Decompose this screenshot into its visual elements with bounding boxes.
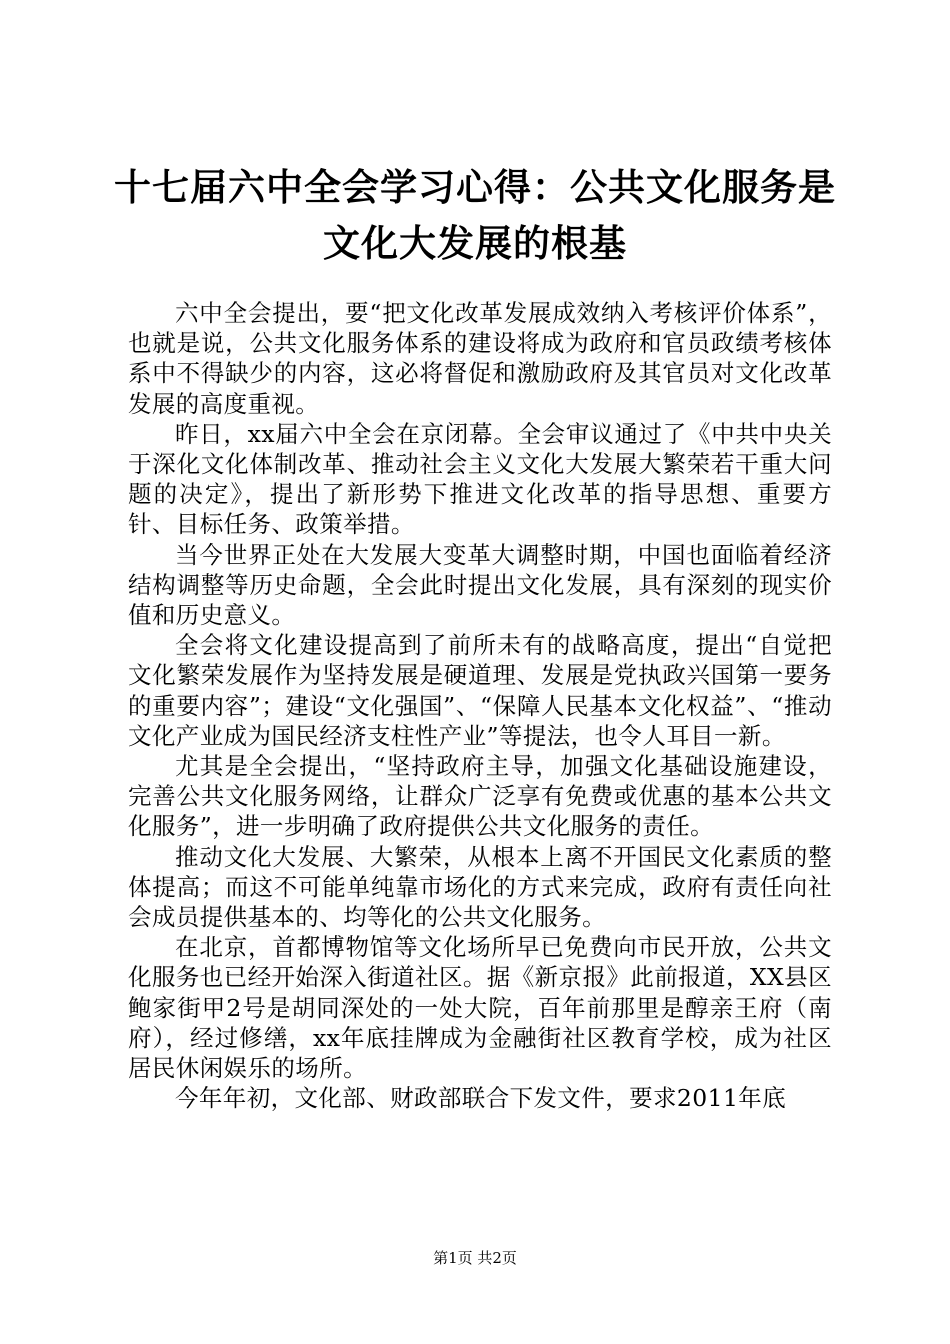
document-body bbox=[128, 298, 832, 1113]
paragraph: 推动文化大发展、大繁荣，从根本上离不开国民文化素质的整体提高；而这不可能单纯靠市场化的方式来完成，政府有责任向社会成员提供基本的、均等化的公共文化服务。 bbox=[128, 842, 832, 932]
page-number-footer: 第1页 共2页 bbox=[433, 1249, 517, 1267]
paragraph: 六中全会提出，要“把文化改革发展成效纳入考核评价体系”，也就是说，公共文化服务体系的建设将成为政府和官员政绩考核体系中不得缺少的内容，这必将督促和激励政府及其官员对文化改革发展的高度重视。 bbox=[128, 299, 832, 418]
paragraph: 在北京，首都博物馆等文化场所早已免费向市民开放，公共文化服务也已经开始深入街道社区。据《新京报》此前报道，XX县区鲍家街甲2号是胡同深处的一处大院，百年前那里是醇亲王府（南府），经过修缮，xx年底挂牌成为金融街社区教育学校，成为社区居民休闲娱乐的场所。 bbox=[128, 933, 832, 1083]
paragraph: 今年年初，文化部、财政部联合下发文件，要求2011年底 bbox=[175, 1084, 787, 1113]
paragraph: 尤其是全会提出，“坚持政府主导，加强文化基础设施建设，完善公共文化服务网络，让群众广泛享有免费或优惠的基本公共文化服务”，进一步明确了政府提供公共文化服务的责任。 bbox=[128, 752, 832, 841]
paragraph: 昨日，xx届六中全会在京闭幕。全会审议通过了《中共中央关于深化文化体制改革、推动社会主义文化大发展大繁荣若干重大问题的决定》，提出了新形势下推进文化改革的指导思想、重要方针、目标任务、政策举措。 bbox=[128, 419, 832, 539]
paragraph: 当今世界正处在大发展大变革大调整时期，中国也面临着经济结构调整等历史命题，全会此时提出文化发展，具有深刻的现实价值和历史意义。 bbox=[128, 540, 832, 630]
document-title: 十七届六中全会学习心得：公共文化服务是文化大发展的根基 bbox=[114, 166, 836, 265]
paragraph: 全会将文化建设提高到了前所未有的战略高度，提出“自觉把文化繁荣发展作为坚持发展是硬道理、发展是党执政兴国第一要务的重要内容”；建设“文化强国”、“保障人民基本文化权益”、“推动文化产业成为国民经济支柱性产业”等提法，也令人耳目一新。 bbox=[128, 631, 832, 750]
